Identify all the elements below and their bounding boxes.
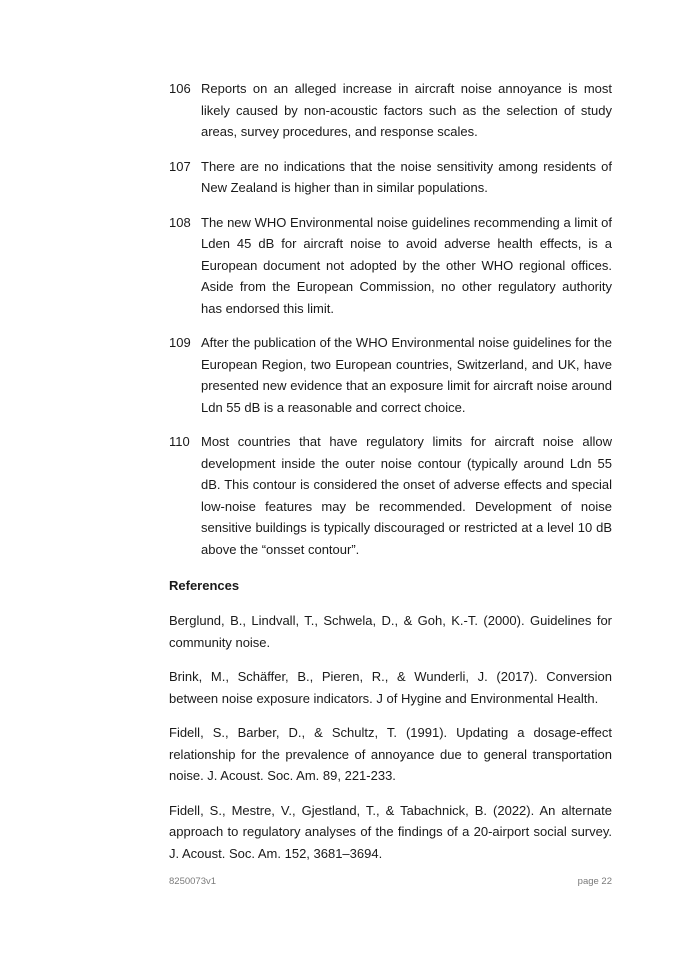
references-list (169, 610, 612, 877)
paragraph-number: 106 (169, 81, 191, 96)
paragraph-106 (169, 78, 612, 143)
reference-entry: Fidell, S., Mestre, V., Gjestland, T., & Tabachnick, B. (2022). An alternate approach to regulatory analyses of the findings of a 20-airport social survey. J. Acoust. Soc. Am. 152, 3681–3694. (169, 802, 612, 861)
paragraph-text: Reports on an alleged increase in aircraft noise annoyance is most likely caused by non-acoustic factors such as the selection of study areas, survey procedures, and response scales. (201, 81, 612, 139)
paragraph-107 (169, 156, 612, 199)
document-id: 8250073v1 (169, 876, 217, 887)
reference-entry: Berglund, B., Lindvall, T., Schwela, D., & Goh, K.-T. (2000). Guidelines for community noise. (169, 613, 612, 650)
paragraph-109 (169, 332, 612, 418)
numbered-paragraphs (169, 78, 612, 573)
reference-entry: Brink, M., Schäffer, B., Pieren, R., & Wunderli, J. (2017). Conversion between noise exposure indicators. J of Hygine and Environmental Health. (169, 669, 612, 706)
references-heading: References (169, 578, 240, 593)
paragraph-number: 108 (169, 214, 191, 230)
paragraph-number: 109 (169, 335, 191, 350)
paragraph-text: Most countries that have regulatory limits for aircraft noise allow development inside the outer noise contour (typically around Ldn 55 dB. This contour is considered the onset of adverse effects and special low-noise features may be recommended. Development of noise sensitive buildings is typically discouraged or restricted at a level 10 dB above the “onsset contour”. (201, 434, 612, 557)
paragraph-text: There are no indications that the noise sensitivity among residents of New Zealand is higher than in similar populations. (201, 158, 612, 195)
reference-entry: Fidell, S., Barber, D., & Schultz, T. (1991). Updating a dosage-effect relationship for the prevalence of annoyance due to general transportation noise. J. Acoust. Soc. Am. 89, 221-233. (169, 725, 612, 783)
paragraph-text: The new WHO Environmental noise guidelines recommending a limit of Lden 45 dB for aircraft noise to avoid adverse health effects, is a European document not adopted by the other WHO regional offices. Aside from the European Commission, no other regulatory authority has endorsed this limit. (201, 214, 612, 316)
paragraph-number: 110 (169, 434, 190, 449)
paragraph-108 (169, 212, 612, 320)
paragraph-text: After the publication of the WHO Environmental noise guidelines for the European Region, two European countries, Switzerland, and UK, have presented new evidence that an exposure limit for aircraft noise around Ldn 55 dB is a reasonable and correct choice. (201, 335, 612, 415)
page-number: page 22 (577, 876, 612, 887)
paragraph-number: 107 (169, 158, 191, 174)
paragraph-110 (169, 431, 612, 560)
